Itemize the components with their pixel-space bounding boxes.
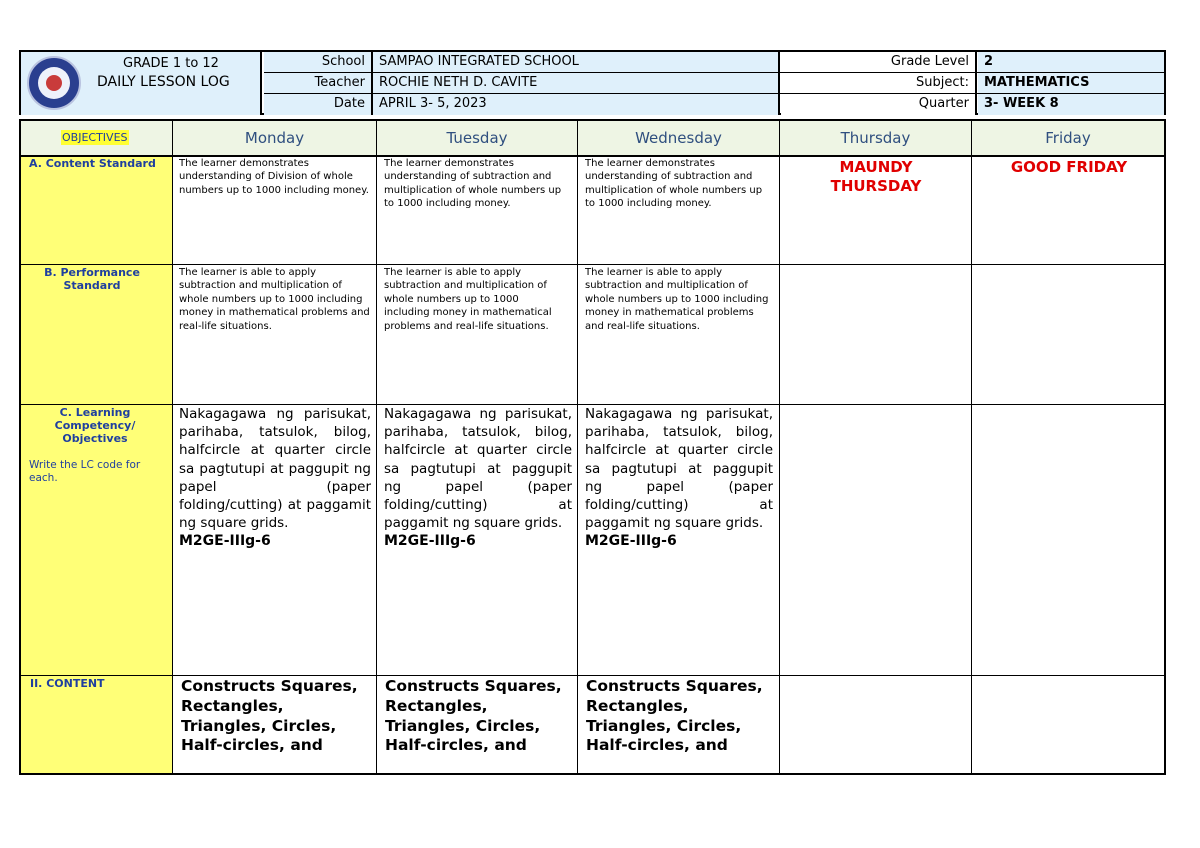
deped-seal-icon (27, 56, 81, 110)
subject-label: Subject: (781, 73, 975, 93)
teacher-value: ROCHIE NETH D. CAVITE (373, 73, 778, 93)
quarter-label: Quarter (781, 94, 975, 115)
objectives-header (21, 121, 172, 155)
content-label: II. CONTENT (30, 677, 105, 690)
learning-competency-monday (179, 405, 371, 549)
title-block (21, 52, 262, 115)
good-friday-note: GOOD FRIDAY (1010, 158, 1128, 176)
content-standard-tuesday: The learner demonstrates understanding of subtraction and multiplication of whole numbers up to 1000 including money. (384, 158, 562, 210)
lesson-grid (19, 119, 1166, 775)
log-title: DAILY LESSON LOG (97, 74, 230, 90)
day-thursday: Thursday (780, 121, 971, 155)
competency-code: M2GE-IIIg-6 (384, 533, 476, 550)
teacher-label: Teacher (264, 73, 371, 93)
maundy-thursday-note: MAUNDY THURSDAY (830, 158, 922, 195)
performance-standard-label: B. Performance Standard (44, 266, 140, 292)
school-value: SAMPAO INTEGRATED SCHOOL (373, 52, 778, 72)
day-tuesday: Tuesday (377, 121, 577, 155)
competency-text: Nakagagawa ng parisukat, parihaba, tatsulok, bilog, halfcircle at quarter circle sa pagtutupi at paggupit ng papel (paper folding/cutting) at paggamit ng square grids. (585, 406, 773, 532)
competency-code: M2GE-IIIg-6 (179, 533, 271, 550)
content-standard-wednesday: The learner demonstrates understanding of subtraction and multiplication of whole numbers up to 1000 including money. (585, 158, 763, 210)
date-label: Date (264, 94, 371, 115)
content-standard-label: A. Content Standard (29, 157, 156, 170)
competency-code: M2GE-IIIg-6 (585, 533, 677, 550)
performance-standard-monday: The learner is able to apply subtraction and multiplication of whole numbers up to 1000 including money in mathematical problems and real-life situations. (179, 267, 370, 332)
content-wednesday: Constructs Squares, Rectangles, Triangles, Circles, Half-circles, and (586, 677, 763, 755)
header-table (19, 50, 1166, 115)
grade-level-label: Grade Level (781, 52, 975, 72)
objectives-label: OBJECTIVES (62, 131, 128, 144)
content-standard-monday: The learner demonstrates understanding of Division of whole numbers up to 1000 including money. (179, 158, 369, 196)
date-value: APRIL 3- 5, 2023 (373, 94, 778, 115)
school-label: School (264, 52, 371, 72)
learning-competency-wednesday (585, 405, 773, 549)
day-monday: Monday (173, 121, 376, 155)
learning-competency-label: C. Learning Competency/ Objectives (54, 406, 136, 445)
grade-range: GRADE 1 to 12 (123, 56, 219, 71)
performance-standard-tuesday: The learner is able to apply subtraction and multiplication of whole numbers up to 1000 including money in mathematical problems and real-life situations. (384, 267, 552, 332)
learning-competency-tuesday (384, 405, 572, 549)
performance-standard-wednesday: The learner is able to apply subtraction and multiplication of whole numbers up to 1000 including money in mathematical problems and real-life situations. (585, 267, 769, 332)
subject-value: MATHEMATICS (978, 73, 1164, 93)
lesson-log-page (19, 50, 1166, 775)
competency-text: Nakagagawa ng parisukat, parihaba, tatsulok, bilog, halfcircle at quarter circle sa pagtutupi at paggupit ng papel (paper folding/cutting) at paggamit ng square grids. (384, 406, 572, 532)
lc-code-note: Write the LC code for each. (29, 459, 141, 485)
quarter-value: 3- WEEK 8 (978, 94, 1164, 115)
day-friday: Friday (972, 121, 1164, 155)
competency-text: Nakagagawa ng parisukat, parihaba, tatsulok, bilog, halfcircle at quarter circle sa pagtutupi at paggupit ng papel (paper folding/cutting) at paggamit ng square grids. (179, 406, 371, 532)
content-tuesday: Constructs Squares, Rectangles, Triangles, Circles, Half-circles, and (385, 677, 562, 755)
day-wednesday: Wednesday (578, 121, 779, 155)
content-monday: Constructs Squares, Rectangles, Triangles, Circles, Half-circles, and (181, 677, 358, 755)
grade-level-value: 2 (978, 52, 1164, 72)
